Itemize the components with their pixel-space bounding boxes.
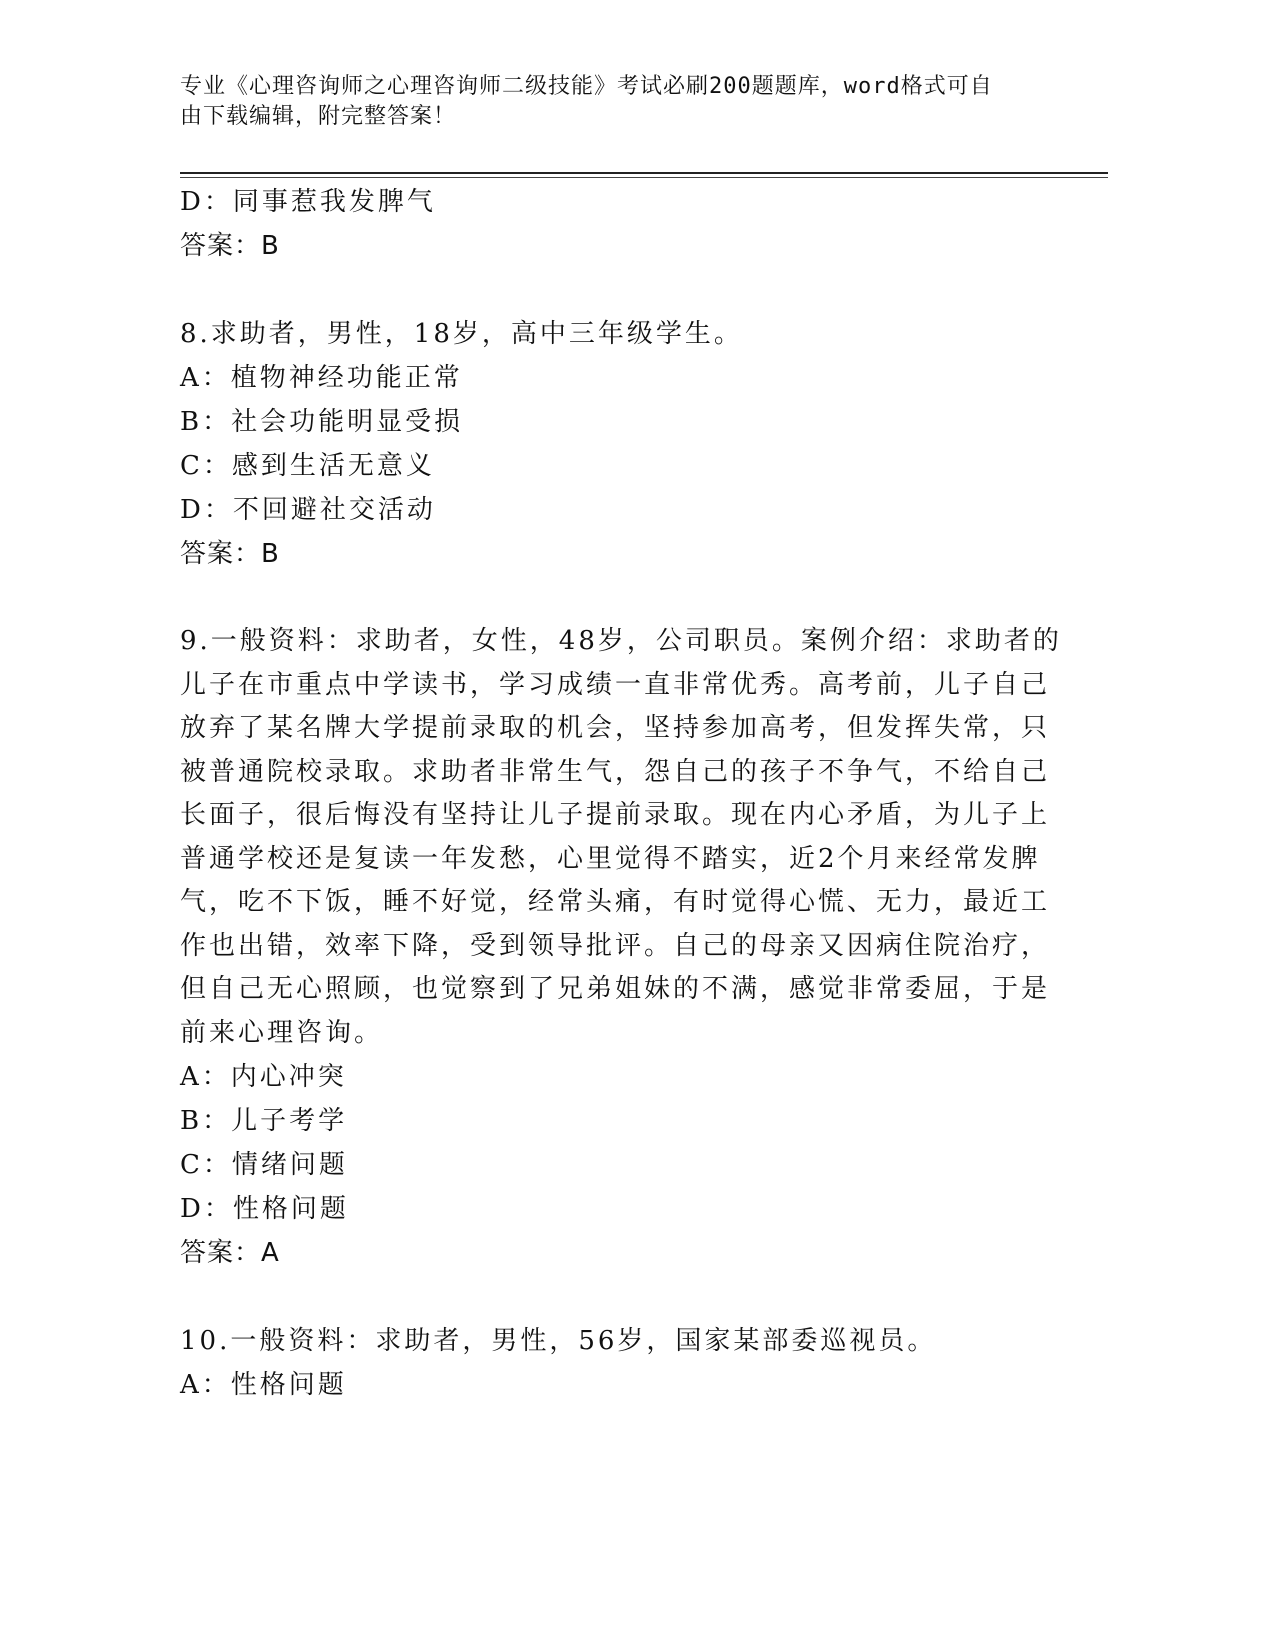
q9-stem-line: 长面子，很后悔没有坚持让儿子提前录取。现在内心矛盾，为儿子上 [180,800,1051,830]
document-header [180,72,1030,132]
spacer [180,268,1030,312]
q8-answer: 答案：B [180,539,280,569]
q9-answer: 答案：A [180,1238,280,1268]
q8-option-d: D：不回避社交活动 [180,495,436,525]
spacer [180,576,1030,620]
q9-stem-line: 放弃了某名牌大学提前录取的机会，坚持参加高考，但发挥失常，只 [180,713,1051,743]
question-list [180,180,1062,1407]
q9-stem-line: 被普通院校录取。求助者非常生气，怨自己的孩子不争气，不给自己 [180,756,1051,787]
q9-stem-line: 但自己无心照顾，也觉察到了兄弟姐妹的不满，感觉非常委屈，于是 [180,974,1051,1004]
question-10 [180,1319,1030,1407]
header-line-1: 专业《心理咨询师之心理咨询师二级技能》考试必刷200题题库，word格式可自 [180,74,993,99]
q7-answer: 答案：B [180,231,280,261]
q8-option-c: C：感到生活无意义 [180,451,435,481]
q9-option-c: C：情绪问题 [180,1150,348,1180]
q8-option-b: B：社会功能明显受损 [180,407,464,437]
header-divider-thick [180,172,1108,174]
q9-stem-line: 儿子在市重点中学读书，学习成绩一直非常优秀。高考前，儿子自己 [180,669,1051,700]
header-line-2: 由下载编辑，附完整答案！ [180,104,457,129]
q9-stem-line: 普通学校还是复读一年发愁，心里觉得不踏实，近2个月来经常发脾 [180,843,1041,874]
q9-option-b: B：儿子考学 [180,1106,348,1136]
q9-stem-line: 作也出错，效率下降，受到领导批评。自己的母亲又因病住院治疗， [180,930,1051,961]
q8-option-a: A：植物神经功能正常 [180,363,463,393]
q10-option-a: A：性格问题 [180,1370,347,1400]
spacer [180,1275,1030,1319]
question-9 [180,620,1062,1275]
q9-stem-line: 前来心理咨询。 [180,1017,384,1048]
q9-option-a: A：内心冲突 [180,1062,347,1092]
q9-option-d: D：性格问题 [180,1194,349,1224]
q9-stem-line: 气，吃不下饭，睡不好觉，经常头痛，有时觉得心慌、无力，最近工 [180,887,1051,917]
q9-stem-line: 9.一般资料：求助者，女性，48岁，公司职员。案例介绍：求助者的 [180,626,1062,656]
q9-stem [180,620,1062,1055]
question-7-tail [180,180,1030,268]
q8-stem: 8.求助者，男性，18岁，高中三年级学生。 [180,319,743,349]
header-divider-thin [180,177,1108,178]
question-8 [180,312,1030,576]
q10-stem: 10.一般资料：求助者，男性，56岁，国家某部委巡视员。 [180,1326,937,1356]
q7-option-d: D：同事惹我发脾气 [180,187,436,217]
